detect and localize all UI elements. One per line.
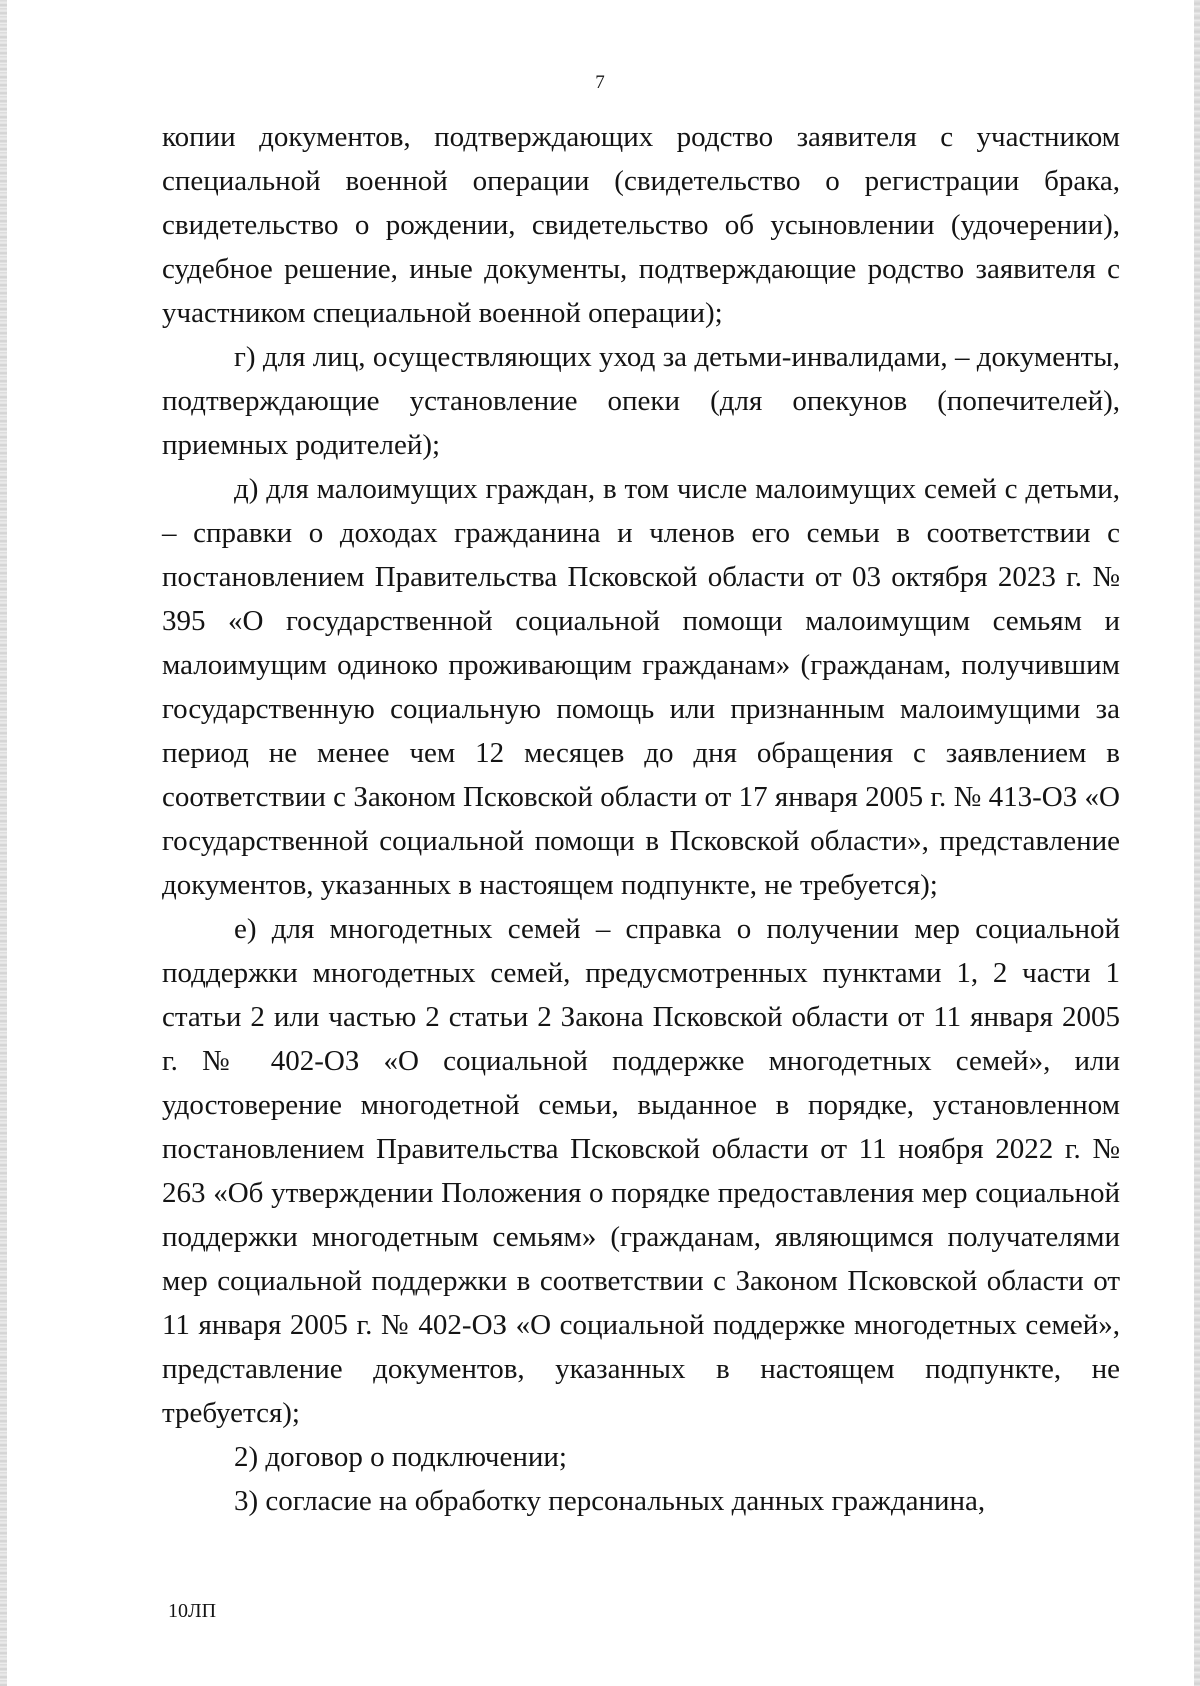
paragraph-item-e: е) для многодетных семей – справка о получении мер социальной поддержки многодетных семей, предусмотренных пунктами 1, 2 части 1 статьи 2 или частью 2 статьи 2 Закона Псковской области от 11 января 2005 г. № 402-ОЗ «О социальной поддержке многодетных семей», или удостоверение многодетной семьи, выданное в порядке, установленном постановлением Правительства Псковской области от 11 ноября 2022 г. № 263 «Об утверждении Положения о порядке предоставления мер социальной поддержки многодетным семьям» (гражданам, являющимся получателями мер социальной поддержки в соответствии с Законом Псковской области от 11 января 2005 г. № 402-ОЗ «О социальной поддержке многодетных семей», представление документов, указанных в настоящем подпункте, не требуется); xyxy=(162,913,1120,1429)
paragraph-item-2: 2) договор о подключении; xyxy=(234,1441,567,1473)
paragraph-item-d: д) для малоимущих граждан, в том числе малоимущих семей с детьми, – справки о доходах гражданина и членов его семьи в соответствии с постановлением Правительства Псковской области от 03 октября 2023 г. № 395 «О государственной социальной помощи малоимущим семьям и малоимущим одиноко проживающим гражданам» (гражданам, получившим государственную социальную помощь или признанным малоимущими за период не менее чем 12 месяцев до дня обращения с заявлением в соответствии с Законом Псковской области от 17 января 2005 г. № 413-ОЗ «О государственной социальной помощи в Псковской области», представление документов, указанных в настоящем подпункте, не требуется); xyxy=(162,473,1120,901)
paragraph-copies-of-documents: копии документов, подтверждающих родство заявителя с участником специальной военной операции (свидетельство о регистрации брака, свидетельство о рождении, свидетельство об усыновлении (удочерении), судебное решение, иные документы, подтверждающие родство заявителя с участником специальной военной операции); xyxy=(162,121,1120,329)
footer-document-code: 10ЛП xyxy=(168,1600,217,1622)
paragraph-item-g: г) для лиц, осуществляющих уход за детьми-инвалидами, – документы, подтверждающие установление опеки (для опекунов (попечителей), приемных родителей); xyxy=(162,341,1120,461)
paragraph-item-3: 3) согласие на обработку персональных данных гражданина, xyxy=(234,1485,986,1517)
page-number: 7 xyxy=(595,72,605,93)
scan-edge-left xyxy=(0,0,7,1686)
scan-edge-right xyxy=(1194,0,1200,1686)
document-body xyxy=(162,115,1120,1523)
